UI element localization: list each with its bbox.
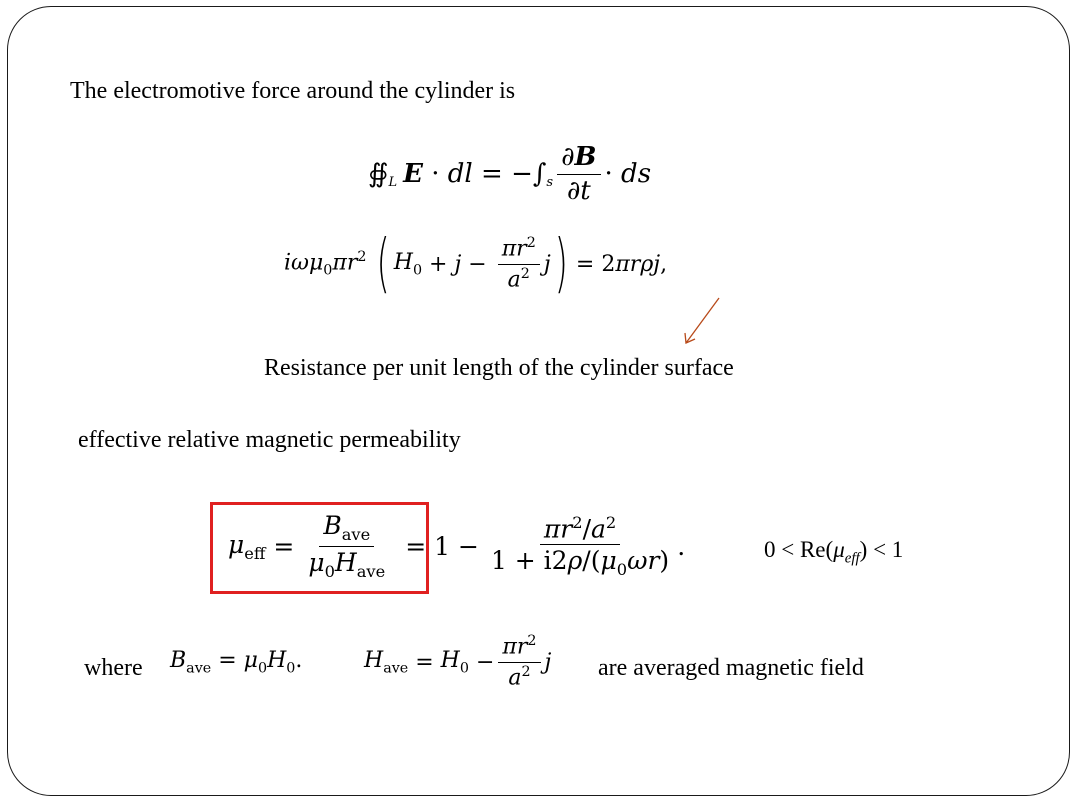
resistance-annotation: Resistance per unit length of the cylinder surface <box>264 355 734 381</box>
mu-eff-equation: $\mu_{eff}$ = $\frac{B_{ave}}{\mu_0H_{ave}}$ = 1 − $\frac{\pi r^2/a^2}{1 + i2\rho/(\mu_0\omega r)}$ . <box>228 511 686 581</box>
range-note: $0 < Re(\mu_{eff}) < 1$ <box>764 537 904 567</box>
h-ave-equation: $H_{ave}$ = $H_0$ − $\frac{\pi r^2}{a^2}$ j <box>364 633 552 690</box>
intro-text: The electromotive force around the cylinder is <box>70 78 516 104</box>
where-label: where <box>84 655 143 681</box>
b-ave-equation: $B_{ave} = \mu_0H_0$. <box>170 648 303 677</box>
emf-equation: ∯ $_L$ E · dl = − ∫ $_s$ $\frac{\partial B}{\partial t}$ · ds <box>368 142 652 206</box>
averaged-field-label: are averaged magnetic field <box>598 655 864 681</box>
faraday-equation: $i\omega\mu_0\pi r^2$ ( $H_0$ + j − $\frac{\pi r^2}{a^2}$ j ) = 2 πrρj , <box>284 226 668 303</box>
effective-permeability-label: effective relative magnetic permeability <box>78 427 461 453</box>
